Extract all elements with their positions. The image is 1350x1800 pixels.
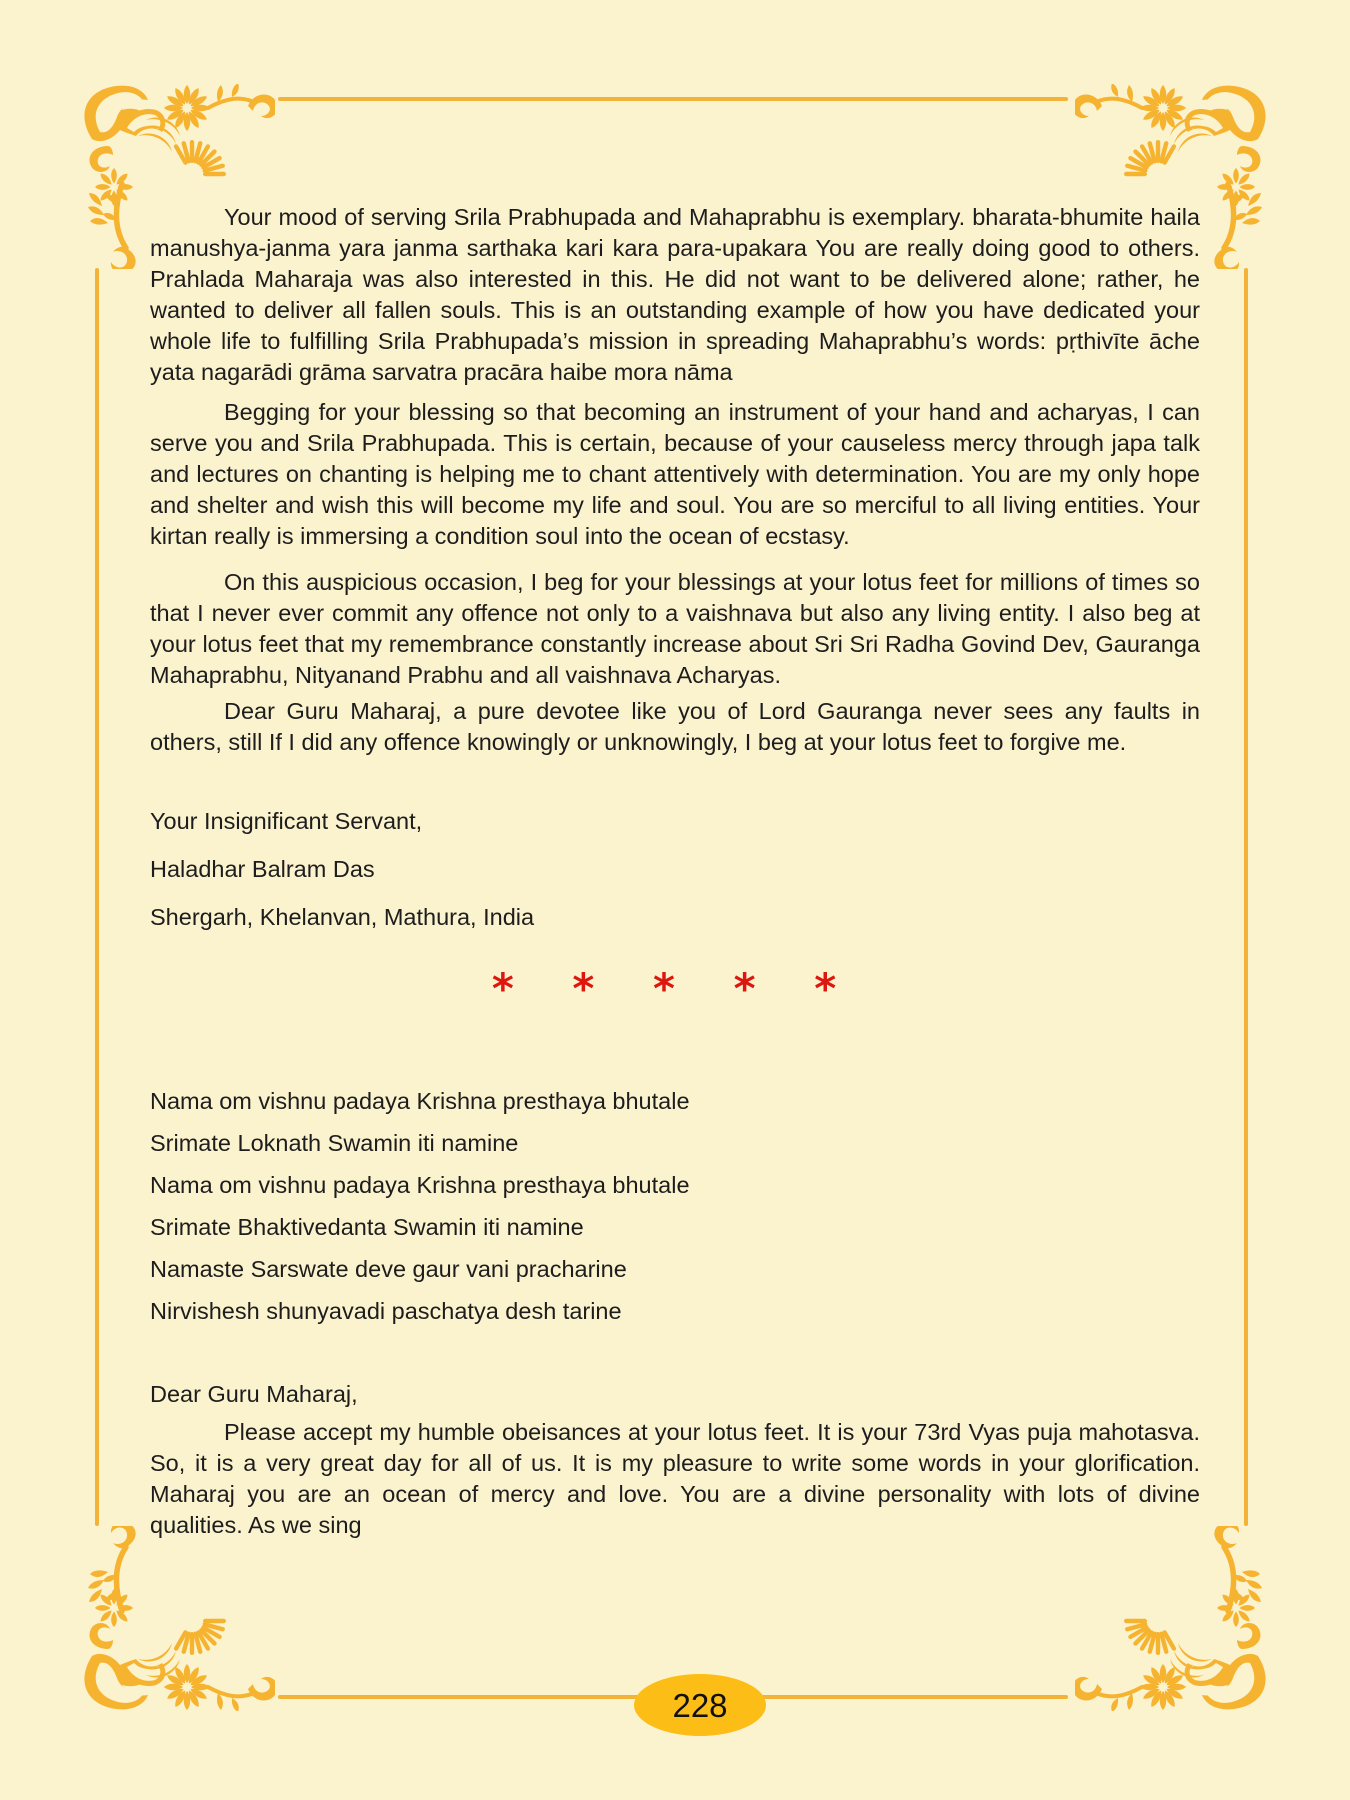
- frame-border-right: [1244, 268, 1248, 1526]
- letter-paragraph: Begging for your blessing so that becoming an instrument of your hand and acharyas, I can serve you and Srila Prabhupada. This is certain, because of your causeless mercy through japa talk and lectures on chanting is helping me to chant attentively with determination. You are my only hope and shelter and wish this will become my life and soul. You are so merciful to all living entities. Your kirtan really is immersing a condition soul into the ocean of ecstasy.: [150, 399, 1200, 549]
- signature-line: Your Insignificant Servant,: [150, 808, 423, 834]
- letter-paragraph: Your mood of serving Srila Prabhupada and Mahaprabhu is exemplary. bharata-bhumite haila manushya-janma yara janma sarthaka kari kara para-upakara You are really doing good to others. Prahlada Maharaja was also interested in this. He did not want to be delivered alone; rather, he wanted to deliver all fallen souls. This is an outstanding example of how you have dedicated your whole life to fulfilling Srila Prabhupada’s mission in spreading Mahaprabhu’s words: pṛthivīte āche yata nagarādi grāma sarvatra pracāra haibe mora nāma: [150, 204, 1200, 385]
- signature-line: Shergarh, Khelanvan, Mathura, India: [150, 904, 535, 930]
- verse-line: Nama om vishnu padaya Krishna presthaya bhutale: [150, 1172, 690, 1198]
- letter-signature: [150, 806, 1200, 950]
- asterisk-divider: * * * * *: [491, 964, 859, 1013]
- frame-border-top: [278, 97, 1068, 101]
- verse-line: Srimate Bhaktivedanta Swamin iti namine: [150, 1214, 584, 1240]
- page-number-badge: [634, 1674, 766, 1736]
- verse-line: Srimate Loknath Swamin iti namine: [150, 1130, 519, 1156]
- section-divider: [150, 966, 1200, 1012]
- letter-salutation: Dear Guru Maharaj,: [150, 1381, 358, 1407]
- floral-corner-ornament-icon: [80, 1526, 275, 1711]
- verse-line: Nama om vishnu padaya Krishna presthaya bhutale: [150, 1088, 690, 1114]
- frame-border-left: [95, 268, 99, 1526]
- letter-paragraph: Please accept my humble obeisances at your lotus feet. It is your 73rd Vyas puja mahotasva. So, it is a very great day for all of us. It is my pleasure to write some words in your glorification. Maharaj you are an ocean of mercy and love. You are a divine personality with lots of divine qualities. As we sing: [150, 1419, 1200, 1538]
- letter-paragraph: On this auspicious occasion, I beg for your blessings at your lotus feet for millions of times so that I never ever commit any offence not only to a vaishnava but also any living entity. I also beg at your lotus feet that my remembrance constantly increase about Sri Sri Radha Govind Dev, Gauranga Mahaprabhu, Nityanand Prabhu and all vaishnava Acharyas.: [150, 569, 1200, 688]
- page-number: 228: [672, 1686, 728, 1724]
- signature-line: Haladhar Balram Das: [150, 856, 375, 882]
- verse-line: Namaste Sarswate deve gaur vani pracharine: [150, 1256, 627, 1282]
- verse-line: Nirvishesh shunyavadi paschatya desh tarine: [150, 1298, 622, 1324]
- floral-corner-ornament-icon: [1075, 1526, 1270, 1711]
- letter-paragraph: Dear Guru Maharaj, a pure devotee like you of Lord Gauranga never sees any faults in others, still If I did any offence knowingly or unknowingly, I beg at your lotus feet to forgive me.: [150, 698, 1200, 755]
- invocation-verses: [150, 1086, 1200, 1338]
